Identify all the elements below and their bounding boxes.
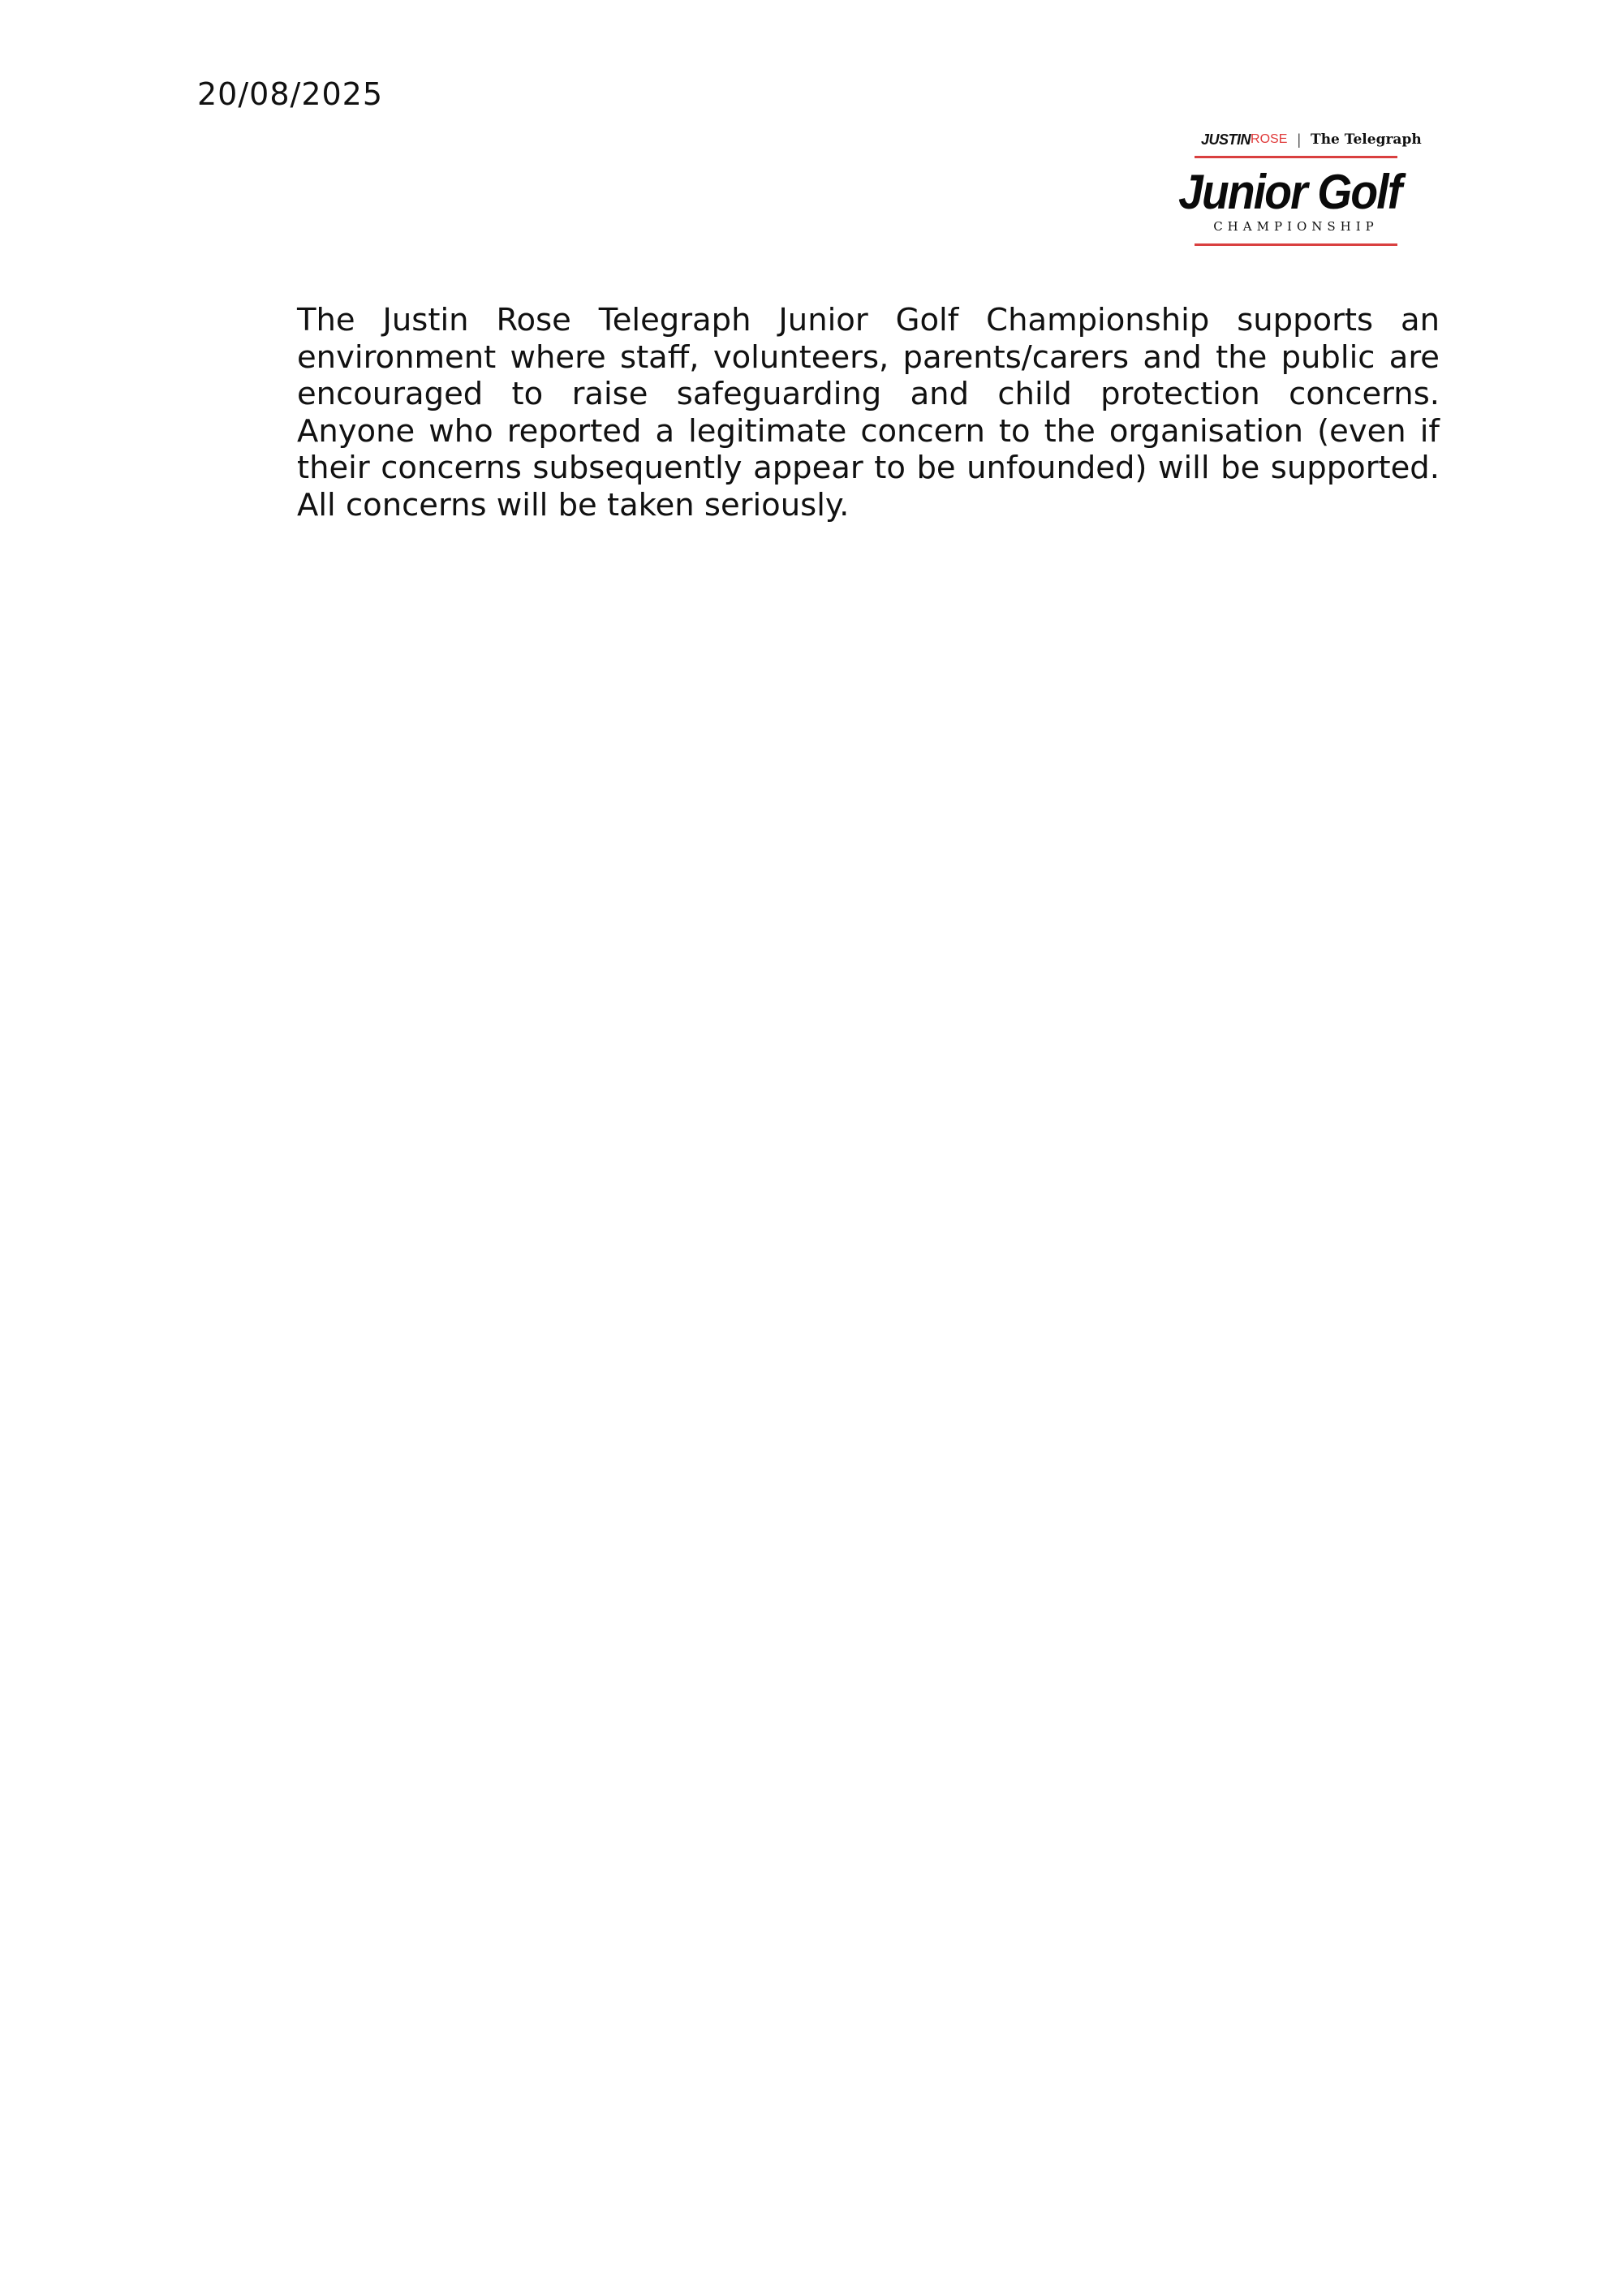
logo-sponsor-row — [1201, 128, 1422, 151]
logo-top-rule — [1195, 156, 1397, 158]
logo-bottom-rule — [1195, 243, 1397, 246]
document-date: 20/08/2025 — [197, 76, 384, 112]
logo-telegraph-text: The Telegraph — [1311, 131, 1422, 148]
logo-separator: | — [1297, 131, 1302, 148]
logo-rose-text: ROSE — [1251, 132, 1288, 146]
logo-justin-text: JUSTIN — [1201, 131, 1251, 148]
logo-title: Junior Golf — [1178, 165, 1401, 219]
logo-subtitle: CHAMPIONSHIP — [1213, 219, 1379, 234]
safeguarding-paragraph: The Justin Rose Telegraph Junior Golf Championship supports an environment where staff, volunteers, parents/carers and the public are encouraged to raise safeguarding and child protection concerns. Anyone who reported a legitimate concern to the organisation (even if their concerns subsequently appear to be unfounded) will be supported. All concerns will be taken seriously. — [297, 302, 1460, 523]
junior-golf-championship-logo — [1169, 123, 1428, 253]
